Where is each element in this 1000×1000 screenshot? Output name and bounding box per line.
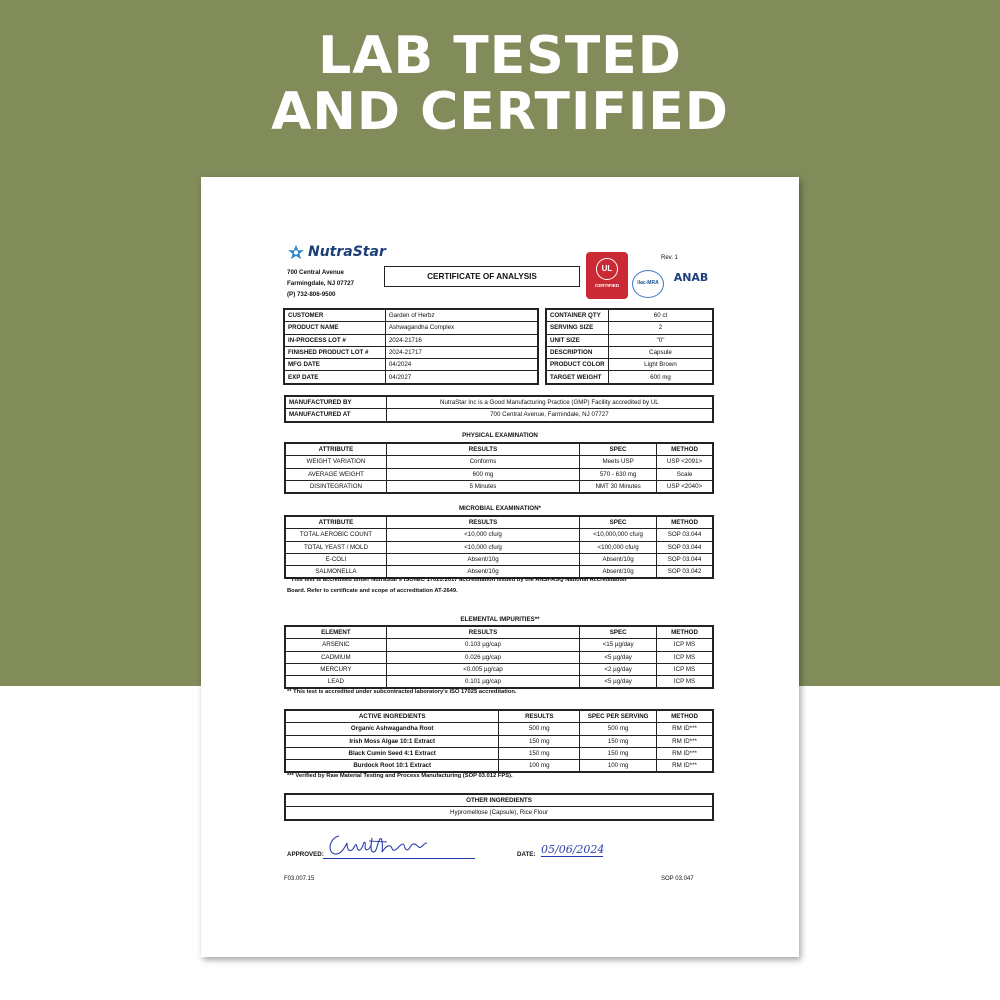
table-row [286,553,713,565]
ul-certified-label: CERTIFIED [594,283,620,288]
table-row [285,334,538,346]
column-header: RESULTS [499,711,580,723]
elemental-impurities-table [285,626,713,688]
table-row [286,747,713,759]
field-label: PRODUCT NAME [285,322,386,334]
column-header: METHOD [657,517,713,529]
table-cell: Absent/10g [580,566,657,578]
table-cell: 0.026 µg/cap [386,651,579,663]
table-cell: Absent/10g [386,566,579,578]
headline [0,28,1000,140]
table-cell: Organic Ashwagandha Root [286,723,499,735]
table-row [547,346,713,358]
active-ingredients-table [285,710,713,772]
table-cell: Black Cumin Seed 4:1 Extract [286,747,499,759]
field-value: Ashwagandha Complex [385,322,537,334]
table-cell: ARSENIC [286,639,387,651]
table-row [547,371,713,383]
company-address [287,267,354,300]
table-cell: <5 µg/day [580,651,657,663]
table-cell: <0.005 µg/cap [386,663,579,675]
active-ingredients-header [286,711,713,723]
table-cell: SOP 03.042 [657,566,713,578]
field-label: IN-PROCESS LOT # [285,334,386,346]
ilac-mra-logo: ilac-MRA [632,270,664,298]
table-cell: <5 µg/day [580,676,657,688]
physical-exam-table [285,443,713,493]
table-row [286,651,713,663]
manufacturer-body [286,397,713,422]
other-ingredients-table [285,794,713,820]
anab-logo [669,271,713,297]
microbial-exam-body [286,529,713,578]
table-cell: TOTAL AEROBIC COUNT [286,529,387,541]
table-row [286,456,713,468]
table-cell: RM ID*** [657,735,713,747]
column-header: SPEC [580,444,657,456]
column-header: METHOD [657,444,713,456]
field-label: FINISHED PRODUCT LOT # [285,346,386,358]
elemental-impurities-header [286,627,713,639]
sop-number: SOP 03.047 [661,876,694,882]
table-cell: 100 mg [499,760,580,772]
table-cell: AVERAGE WEIGHT [286,468,387,480]
field-label: PRODUCT COLOR [547,359,609,371]
column-header: ACTIVE INGREDIENTS [286,711,499,723]
table-cell: USP <2040> [657,480,713,492]
field-label: MANUFACTURED AT [286,409,387,421]
table-cell: Absent/10g [386,553,579,565]
table-cell: ICP MS [657,676,713,688]
column-header: ELEMENT [286,627,387,639]
table-row [285,310,538,322]
product-info-table [284,309,538,384]
column-header: ATTRIBUTE [286,517,387,529]
signature-line [323,858,475,859]
table-row [286,639,713,651]
table-cell: NMT 30 Minutes [580,480,657,492]
container-info-table [546,309,713,384]
table-cell: ICP MS [657,651,713,663]
field-value: 04/2027 [385,371,537,383]
table-cell: Absent/10g [580,553,657,565]
physical-exam-body [286,456,713,493]
field-value: Capsule [608,346,712,358]
anab-text: ANAB [673,271,709,284]
field-value: 60 ct [608,310,712,322]
certificate-title: CERTIFICATE OF ANALYSIS [384,266,580,287]
table-cell: <10,000 cfu/g [386,529,579,541]
field-label: MANUFACTURED BY [286,397,387,409]
other-ingredients-header: OTHER INGREDIENTS [286,795,713,807]
headline-line-1: LAB TESTED [318,26,682,86]
field-value: 2024-21717 [385,346,537,358]
physical-exam-title: PHYSICAL EXAMINATION [462,432,538,439]
elemental-impurities-title: ELEMENTAL IMPURITIES** [460,616,540,623]
note-line: Board. Refer to certificate and scope of accreditation AT-2649. [287,588,458,594]
table-row [286,409,713,421]
column-header: METHOD [657,627,713,639]
column-header: SPEC PER SERVING [580,711,657,723]
field-label: TARGET WEIGHT [547,371,609,383]
table-cell: TOTAL YEAST / MOLD [286,541,387,553]
field-value: 2024-21716 [385,334,537,346]
microbial-exam-table [285,516,713,578]
microbial-exam-title: MICROBIAL EXAMINATION* [459,505,541,512]
table-row [286,397,713,409]
field-value: 600 mg [608,371,712,383]
microbial-exam-header [286,517,713,529]
table-cell: MERCURY [286,663,387,675]
table-cell: ICP MS [657,663,713,675]
column-header: RESULTS [386,627,579,639]
field-label: EXP DATE [285,371,386,383]
table-cell: RM ID*** [657,723,713,735]
manufacturer-table [285,396,713,422]
elemental-accreditation-note: ** This test is accredited under subcontracted laboratory's ISO 17025 accreditation. [287,689,517,695]
elemental-impurities-body [286,639,713,688]
date-label: DATE: [517,851,536,858]
other-ingredients-value: Hypromellose (Capsule), Rice Flour [286,807,713,819]
table-row [285,346,538,358]
table-row [286,541,713,553]
table-cell: 500 mg [580,723,657,735]
field-label: SERVING SIZE [547,322,609,334]
table-cell: RM ID*** [657,760,713,772]
field-label: CUSTOMER [285,310,386,322]
table-cell: 150 mg [499,747,580,759]
approved-label: APPROVED: [287,851,324,858]
table-cell: <100,000 cfu/g [580,541,657,553]
table-cell: <10,000 cfu/g [386,541,579,553]
table-cell: SOP 03.044 [657,529,713,541]
table-cell: SOP 03.044 [657,541,713,553]
table-cell: ICP MS [657,639,713,651]
table-cell: <2 µg/day [580,663,657,675]
table-cell: SALMONELLA [286,566,387,578]
table-row [285,322,538,334]
table-cell: 500 mg [499,723,580,735]
physical-exam-header [286,444,713,456]
logo-name: NutraStar [308,244,386,260]
table-cell: DISINTEGRATION [286,480,387,492]
nutrastar-logo [287,244,386,260]
table-row [285,359,538,371]
table-row [286,480,713,492]
table-cell: 0.103 µg/cap [386,639,579,651]
table-cell: 150 mg [580,747,657,759]
table-row [547,334,713,346]
table-cell: Scale [657,468,713,480]
date-value: 05/06/2024 [541,843,605,856]
table-cell: CADMIUM [286,651,387,663]
table-cell: LEAD [286,676,387,688]
column-header: SPEC [580,517,657,529]
revision-label: Rev. 1 [661,255,678,261]
table-cell: Conforms [386,456,579,468]
table-cell: <10,000,000 cfu/g [580,529,657,541]
table-row [547,310,713,322]
headline-line-2: AND CERTIFIED [271,82,729,142]
field-label: UNIT SIZE [547,334,609,346]
field-value: Garden of Herbz [385,310,537,322]
table-cell: 150 mg [580,735,657,747]
field-value: NutraStar Inc is a Good Manufacturing Practice (GMP) Facility accredited by UL [386,397,712,409]
field-value: "0" [608,334,712,346]
certificate-paper [201,177,799,957]
table-cell: 600 mg [386,468,579,480]
address-line: 700 Central Avenue [287,269,344,276]
table-cell: Burdock Root 10:1 Extract [286,760,499,772]
table-cell: 150 mg [499,735,580,747]
ul-mark: UL [596,258,618,280]
table-cell: 5 Minutes [386,480,579,492]
table-row [286,723,713,735]
field-value: 700 Central Avenue, Farmindale, NJ 07727 [386,409,712,421]
signature [325,829,440,861]
table-row [285,371,538,383]
handwritten-signature-icon [325,829,440,859]
table-row [286,735,713,747]
microbial-accreditation-note [287,575,707,597]
star-logo-icon [287,244,305,260]
field-value: 2 [608,322,712,334]
table-row [547,359,713,371]
field-value: Light Brown [608,359,712,371]
note-line: * This test is accredited under NutraStar's ISO/IEC 17025:2017 accreditation issued by the ANSI-ASQ National Accreditation [287,577,627,583]
table-cell: 570 - 630 mg [580,468,657,480]
field-label: CONTAINER QTY [547,310,609,322]
table-row [286,663,713,675]
table-cell: RM ID*** [657,747,713,759]
table-cell: SOP 03.044 [657,553,713,565]
field-label: MFG DATE [285,359,386,371]
field-value: 04/2024 [385,359,537,371]
table-cell: Meets USP [580,456,657,468]
form-number: F03.007.15 [284,876,315,882]
table-cell: WEIGHT VARIATION [286,456,387,468]
table-row [547,322,713,334]
table-cell: 100 mg [580,760,657,772]
column-header: RESULTS [386,517,579,529]
table-cell: 0.101 µg/cap [386,676,579,688]
address-line: Farmingdale, NJ 07727 [287,280,355,287]
active-ingredients-body [286,723,713,772]
raw-material-note: *** Verified by Raw Material Testing and Process Manufacturing (SOP 03.012 FPS). [287,773,513,779]
certificate-document [201,177,799,957]
ul-certified-badge [586,252,628,299]
field-label: DESCRIPTION [547,346,609,358]
column-header: ATTRIBUTE [286,444,387,456]
table-cell: E-COLI [286,553,387,565]
table-cell: Irish Moss Algae 10:1 Extract [286,735,499,747]
phone-line: (P) 732-806-9500 [287,291,336,298]
table-row [286,468,713,480]
column-header: METHOD [657,711,713,723]
container-info-body [547,310,713,384]
table-cell: USP <2091> [657,456,713,468]
table-row [286,529,713,541]
column-header: RESULTS [386,444,579,456]
product-info-body [285,310,538,384]
table-cell: <15 µg/day [580,639,657,651]
column-header: SPEC [580,627,657,639]
